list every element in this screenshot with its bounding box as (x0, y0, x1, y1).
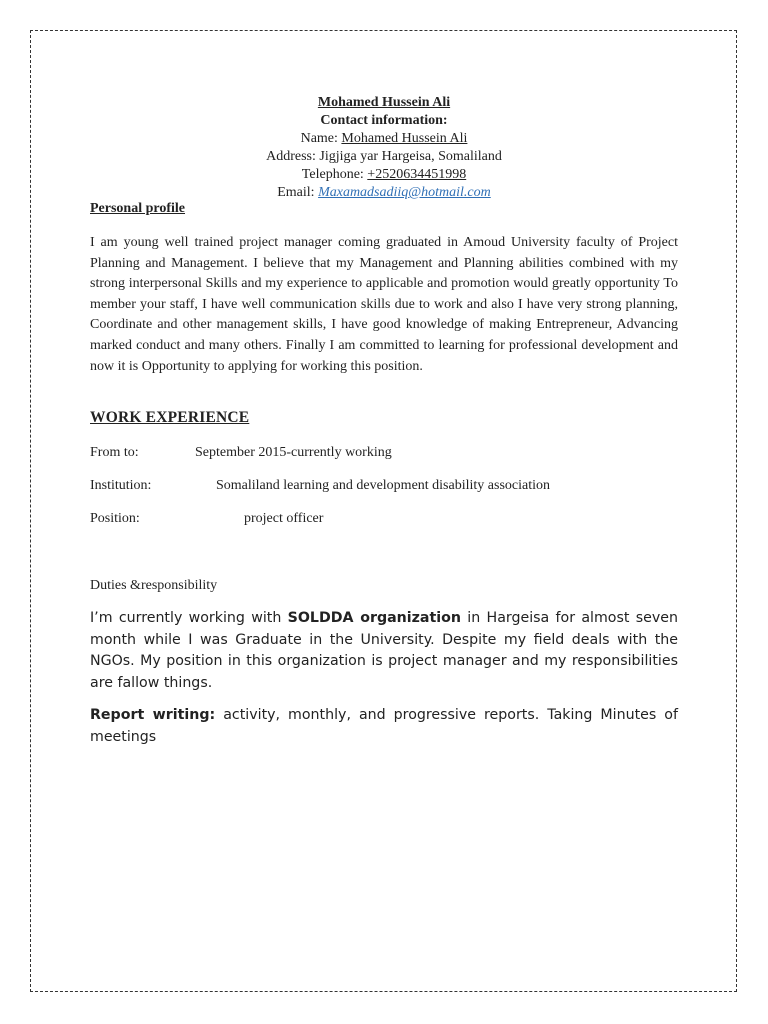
work-experience-heading: WORK EXPERIENCE (90, 409, 250, 426)
duties-paragraph (90, 608, 678, 694)
report-writing-text: activity, monthly, and progressive reports. Taking Minutes of meetings (90, 707, 678, 745)
email-link[interactable]: Maxamadsadiiq@hotmail.com (318, 185, 491, 200)
organization-name: SOLDDA organization (287, 610, 461, 626)
contact-header (90, 94, 678, 202)
duties-label: Duties &responsibility (90, 578, 218, 593)
position-row (90, 511, 324, 527)
name-label: Name: (300, 131, 342, 146)
report-writing-paragraph (90, 705, 678, 748)
institution-row (90, 478, 550, 494)
report-writing-label: Report writing: (90, 707, 216, 723)
from-to-value: September 2015-currently working (195, 445, 392, 460)
contact-heading: Contact information: (320, 113, 448, 128)
from-to-label: From to: (90, 445, 139, 460)
telephone-value: +2520634451998 (367, 167, 467, 182)
personal-profile-text: I am young well trained project manager coming graduated in Amoud University faculty of Project Planning and Management. I believe that my Management and Planning abilities combined with my strong interpersonal Skills and my experience to applicable and promotion would greatly opportunity To member your staff, I have well communication skills due to work and also I have very strong planning, Coordinate and other management skills, I have good knowledge of making Entrepreneur, Advancing marked conduct and many others. Finally I am committed to learning for professional development and now it is Opportunity to applying for working this position. (90, 235, 678, 374)
from-to-row (90, 445, 392, 461)
email-line (90, 184, 678, 202)
personal-profile-heading: Personal profile (90, 201, 186, 216)
email-label: Email: (277, 185, 319, 200)
duties-text-suffix: in Hargeisa for almost seven month while I was Graduate in the University. Despite my field deals with the NGOs. My position in this organization is project manager and my responsibilities are fallow things. (90, 610, 678, 691)
duties-text-prefix: I’m currently working with (90, 610, 288, 626)
position-label: Position: (90, 511, 140, 526)
name-line (90, 130, 678, 148)
position-value: project officer (244, 511, 324, 526)
name-title: Mohamed Hussein Ali (317, 95, 451, 110)
address-line: Address: Jigjiga yar Hargeisa, Somaliland (266, 149, 502, 164)
name-value: Mohamed Hussein Ali (341, 131, 468, 146)
institution-value: Somaliland learning and development disability association (216, 478, 550, 493)
telephone-line (90, 166, 678, 184)
telephone-label: Telephone: (301, 167, 368, 182)
institution-label: Institution: (90, 478, 152, 493)
